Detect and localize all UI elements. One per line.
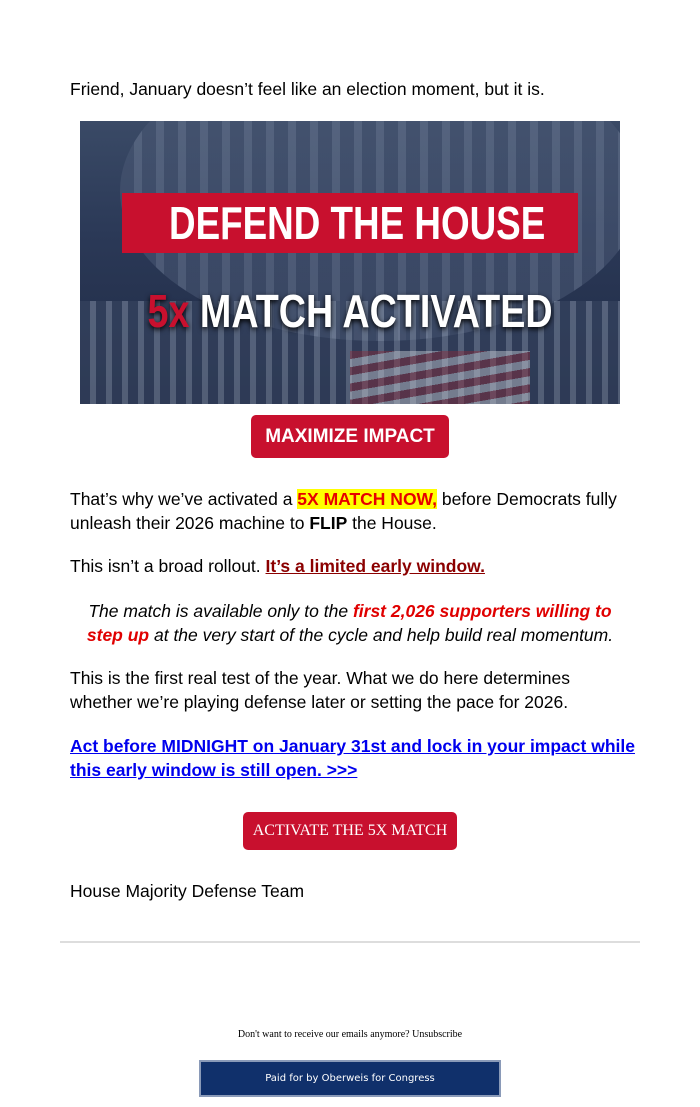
divider — [60, 941, 640, 943]
hero-banner — [122, 193, 578, 253]
cta-paragraph — [70, 734, 635, 782]
hero-sub-rest: MATCH ACTIVATED — [189, 285, 553, 337]
greeting: Friend, January doesn’t feel like an election moment, but it is. — [70, 79, 545, 99]
paragraph-window — [70, 554, 635, 578]
highlight-5x-match: 5X MATCH NOW, — [297, 489, 437, 509]
paragraph-test: This is the first real test of the year. What we do here determines whether we’re playing defense later or setting the pace for 2026. — [70, 668, 570, 712]
act-before-midnight-link[interactable]: Act before MIDNIGHT on January 31st and lock in your impact while this early window is still open. >>> — [70, 736, 635, 780]
signature: House Majority Defense Team — [70, 881, 305, 901]
hero-image[interactable] — [80, 121, 620, 404]
activate-5x-match-button[interactable]: ACTIVATE THE 5X MATCH — [243, 812, 457, 850]
text: The match is available only to the — [88, 601, 353, 621]
hero-banner-title: DEFEND THE HOUSE — [169, 197, 546, 249]
flip-bold: FLIP — [309, 513, 348, 533]
text: the House. — [347, 513, 437, 533]
paid-for-disclaimer: Paid for by Oberweis for Congress — [199, 1060, 501, 1097]
hero-subtitle-text — [147, 281, 552, 341]
limited-window-link[interactable]: It’s a limited early window. — [265, 556, 485, 576]
hero-subtitle — [80, 281, 620, 341]
flag-image — [350, 351, 530, 404]
hero-sub-prefix: 5x — [147, 285, 190, 337]
unsubscribe-text[interactable]: Don't want to receive our emails anymore? Unsubscribe — [237, 1029, 463, 1040]
text: That’s why we’ve activated a — [70, 489, 298, 509]
maximize-impact-button[interactable]: MAXIMIZE IMPACT — [251, 415, 449, 458]
paragraph-match — [70, 487, 635, 535]
paragraph-supporters — [70, 599, 630, 647]
supporters-highlight: first 2,026 supporters willing to step up — [86, 601, 612, 645]
text: This isn’t a broad rollout. — [70, 556, 266, 576]
text: at the very start of the cycle and help build real momentum. — [149, 625, 614, 645]
text: before Democrats fully unleash their 2026 machine to — [70, 489, 617, 533]
